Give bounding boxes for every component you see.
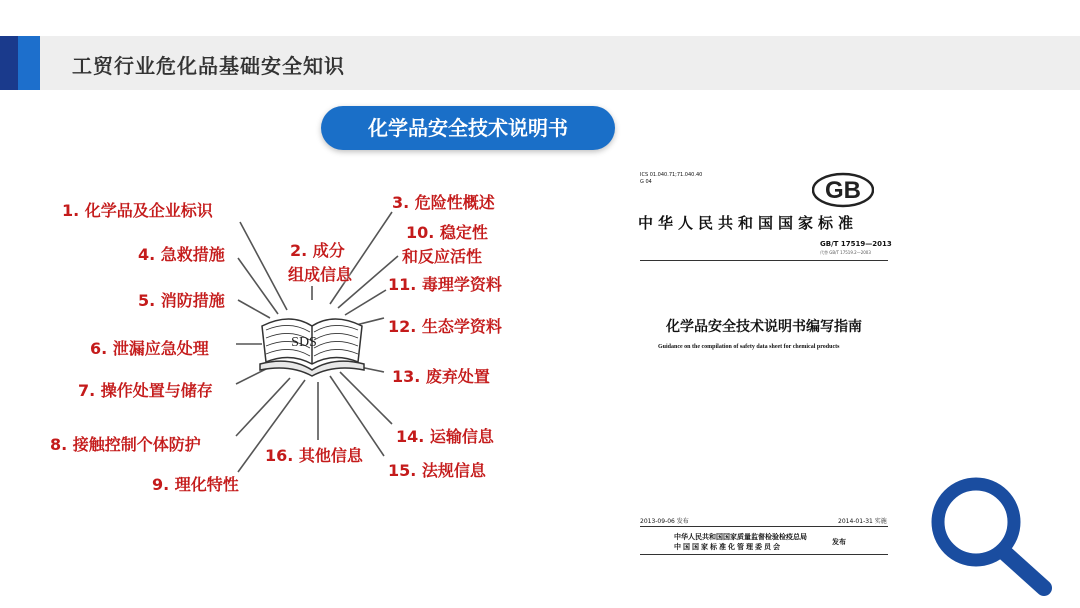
sds-item-5: 5. 消防措施 (138, 291, 225, 310)
doc-ics: ICS 01.040.71;71.040.40 (640, 172, 703, 178)
doc-footer-rule (640, 554, 888, 555)
gb-logo (812, 172, 874, 208)
sds-item-9: 9. 理化特性 (152, 475, 239, 494)
doc-bottom-rule (640, 526, 888, 527)
page-title: 工贸行业危化品基础安全知识 (72, 54, 345, 78)
sds-item-7: 7. 操作处置与储存 (78, 381, 213, 400)
sds-item-3: 3. 危险性概述 (392, 193, 495, 212)
doc-top-rule (640, 260, 888, 261)
sds-item-2-cont: 组成信息 (288, 265, 353, 284)
sds-item-2: 2. 成分 (290, 241, 345, 260)
sds-item-10: 10. 稳定性 (406, 223, 488, 242)
sds-item-15: 15. 法规信息 (388, 461, 486, 480)
gb-logo-icon (812, 172, 874, 208)
doc-issue-word: 发布 (832, 538, 846, 546)
doc-issue-date: 2013-09-06 发布 (640, 518, 689, 525)
sds-item-16: 16. 其他信息 (265, 446, 363, 465)
sds-item-14: 14. 运输信息 (396, 427, 494, 446)
doc-title-en: Guidance on the compilation of safety data sheet for chemical products (658, 344, 840, 350)
doc-code: GB/T 17519—2013 (820, 240, 892, 248)
doc-impl-date: 2014-01-31 实施 (838, 518, 887, 525)
sds-item-11: 11. 毒理学资料 (388, 275, 502, 294)
doc-ccs: G 04 (640, 179, 652, 185)
sds-item-13: 13. 废弃处置 (392, 367, 490, 386)
doc-issuer-2: 中国国家标准化管理委员会 (674, 543, 782, 551)
gb-logo-text: GB (825, 177, 861, 204)
sds-item-12: 12. 生态学资料 (388, 317, 502, 336)
standard-document-cover (626, 162, 906, 560)
sds-item-6: 6. 泄漏应急处理 (90, 339, 209, 358)
sds-item-4: 4. 急救措施 (138, 245, 225, 264)
sds-item-8: 8. 接触控制个体防护 (50, 435, 201, 454)
doc-title-cn: 化学品安全技术说明书编写指南 (666, 319, 862, 335)
sds-item-1: 1. 化学品及企业标识 (62, 201, 213, 220)
magnifier-icon (926, 472, 1060, 602)
doc-replaces: 代替 GB/T 17519.2—2003 (820, 250, 871, 255)
doc-issuer-1: 中华人民共和国国家质量监督检验检疫总局 (674, 533, 807, 541)
sds-center-label: SDS (291, 335, 317, 350)
section-title-pill: 化学品安全技术说明书 (321, 106, 615, 150)
sds-item-10-cont: 和反应活性 (402, 247, 483, 266)
doc-national-standard: 中华人民共和国国家标准 (638, 214, 859, 232)
